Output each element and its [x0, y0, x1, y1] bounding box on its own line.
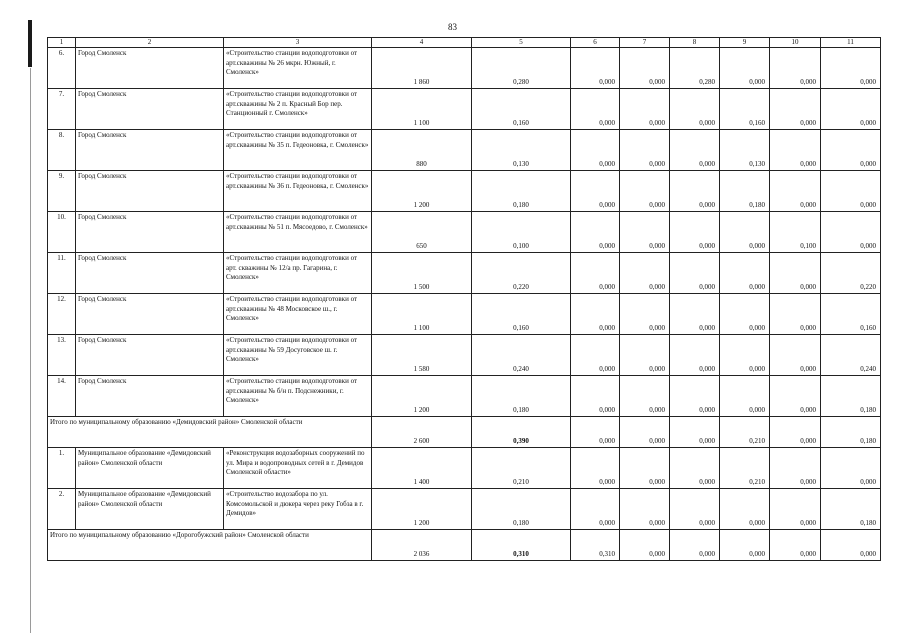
value-cell: 0,000	[821, 48, 881, 89]
value-cell: 1 200	[372, 489, 472, 530]
value-cell: 0,100	[472, 212, 571, 253]
value-cell: 1 400	[372, 448, 472, 489]
row-number: 14.	[48, 376, 76, 417]
table-row	[48, 212, 881, 253]
row-number: 6.	[48, 48, 76, 89]
value-cell: 0,000	[670, 376, 720, 417]
value-cell: 0,000	[620, 417, 670, 448]
project-cell: «Строительство станции водоподготовки от арт.скважины № 48 Московское ш., г. Смоленск»	[224, 294, 372, 335]
value-cell: 1 100	[372, 89, 472, 130]
value-cell: 0,160	[821, 294, 881, 335]
value-cell: 0,000	[571, 489, 620, 530]
value-cell: 0,000	[571, 171, 620, 212]
municipality-cell: Город Смоленск	[76, 130, 224, 171]
table-row	[48, 253, 881, 294]
value-cell: 0,000	[720, 335, 770, 376]
column-number: 2	[76, 38, 224, 48]
value-cell: 0,000	[571, 376, 620, 417]
value-cell: 0,000	[670, 530, 720, 561]
row-number: 10.	[48, 212, 76, 253]
project-cell: «Строительство станции водоподготовки от арт.скважины № 36 п. Гедеоновка, г. Смоленск»	[224, 171, 372, 212]
value-cell: 0,000	[720, 489, 770, 530]
value-cell: 0,000	[620, 212, 670, 253]
value-cell: 0,000	[770, 417, 821, 448]
value-cell: 0,100	[770, 212, 821, 253]
project-cell: «Реконструкция водозаборных сооружений по ул. Мира и водопроводных сетей в г. Демидов Смоленской области»	[224, 448, 372, 489]
row-number: 8.	[48, 130, 76, 171]
municipality-cell: Город Смоленск	[76, 171, 224, 212]
municipality-cell: Муниципальное образование «Демидовский район» Смоленской области	[76, 448, 224, 489]
project-cell: «Строительство водозабора по ул. Комсомольской и дюкера через реку Гобза в г. Демидов»	[224, 489, 372, 530]
column-number: 6	[571, 38, 620, 48]
row-number: 2.	[48, 489, 76, 530]
value-cell: 0,130	[472, 130, 571, 171]
value-cell: 1 100	[372, 294, 472, 335]
column-number-row	[48, 38, 881, 48]
value-cell: 0,000	[670, 489, 720, 530]
value-cell: 0,160	[472, 89, 571, 130]
value-cell: 0,000	[571, 130, 620, 171]
value-cell: 0,180	[720, 171, 770, 212]
row-number: 9.	[48, 171, 76, 212]
value-cell: 650	[372, 212, 472, 253]
value-cell: 1 860	[372, 48, 472, 89]
value-cell: 0,000	[770, 253, 821, 294]
value-cell: 0,210	[472, 448, 571, 489]
value-cell: 0,000	[670, 171, 720, 212]
value-cell: 0,000	[720, 212, 770, 253]
value-cell: 0,000	[670, 89, 720, 130]
value-cell: 0,000	[620, 130, 670, 171]
column-number: 8	[670, 38, 720, 48]
value-cell: 1 200	[372, 376, 472, 417]
value-cell: 0,000	[821, 171, 881, 212]
column-number: 10	[770, 38, 821, 48]
value-cell: 0,000	[620, 530, 670, 561]
value-cell: 0,000	[620, 376, 670, 417]
page-number: 83	[448, 22, 457, 32]
value-cell: 0,000	[770, 171, 821, 212]
municipality-cell: Город Смоленск	[76, 48, 224, 89]
municipality-cell: Город Смоленск	[76, 89, 224, 130]
value-cell: 0,000	[571, 335, 620, 376]
value-cell: 0,000	[720, 376, 770, 417]
total-label: Итого по муниципальному образованию «Дорогобужский район» Смоленской области	[48, 530, 372, 561]
column-number: 9	[720, 38, 770, 48]
project-cell: «Строительство станции водоподготовки от арт. скважины № 12/а пр. Гагарина, г. Смоленск»	[224, 253, 372, 294]
value-cell: 0,000	[620, 171, 670, 212]
value-cell: 0,000	[620, 253, 670, 294]
project-cell: «Строительство станции водоподготовки от арт.скважины № б/н п. Подснежники, г. Смоленск»	[224, 376, 372, 417]
value-cell: 0,000	[670, 294, 720, 335]
value-cell: 0,310	[571, 530, 620, 561]
value-cell: 0,220	[821, 253, 881, 294]
value-cell: 0,000	[720, 253, 770, 294]
project-cell: «Строительство станции водоподготовки от арт.скважины № 51 п. Мясоедово, г. Смоленск»	[224, 212, 372, 253]
column-number: 5	[472, 38, 571, 48]
total-row	[48, 417, 881, 448]
value-cell: 0,000	[821, 130, 881, 171]
data-table	[47, 37, 881, 561]
value-cell: 0,000	[670, 448, 720, 489]
municipality-cell: Город Смоленск	[76, 376, 224, 417]
value-cell: 0,000	[571, 294, 620, 335]
column-number: 4	[372, 38, 472, 48]
margin-line	[30, 68, 31, 633]
column-number: 1	[48, 38, 76, 48]
value-cell: 0,180	[821, 376, 881, 417]
value-cell: 0,000	[571, 212, 620, 253]
value-cell: 0,000	[821, 212, 881, 253]
value-cell: 1 200	[372, 171, 472, 212]
municipality-cell: Муниципальное образование «Демидовский район» Смоленской области	[76, 489, 224, 530]
municipality-cell: Город Смоленск	[76, 335, 224, 376]
value-cell: 0,000	[770, 530, 821, 561]
table-row	[48, 171, 881, 212]
value-cell: 0,000	[571, 48, 620, 89]
value-cell: 0,180	[472, 376, 571, 417]
value-cell: 0,000	[770, 130, 821, 171]
total-label: Итого по муниципальному образованию «Демидовский район» Смоленской области	[48, 417, 372, 448]
value-cell: 0,000	[720, 530, 770, 561]
value-cell: 0,180	[821, 417, 881, 448]
municipality-cell: Город Смоленск	[76, 212, 224, 253]
value-cell: 0,180	[821, 489, 881, 530]
value-cell: 0,000	[571, 89, 620, 130]
value-cell: 0,000	[720, 294, 770, 335]
value-cell: 1 500	[372, 253, 472, 294]
value-cell: 0,240	[472, 335, 571, 376]
value-cell: 0,000	[620, 48, 670, 89]
value-cell: 0,180	[472, 489, 571, 530]
project-cell: «Строительство станции водоподготовки от арт.скважины № 59 Досуговское ш. г. Смоленск»	[224, 335, 372, 376]
table-row	[48, 335, 881, 376]
table-row	[48, 48, 881, 89]
value-cell: 0,000	[620, 489, 670, 530]
row-number: 7.	[48, 89, 76, 130]
table-row	[48, 376, 881, 417]
table-row	[48, 89, 881, 130]
column-number: 7	[620, 38, 670, 48]
project-cell: «Строительство станции водоподготовки от арт.скважины № 2 п. Красный Бор пер. Станционный г. Смоленск»	[224, 89, 372, 130]
value-cell: 0,000	[670, 417, 720, 448]
value-cell: 0,210	[720, 448, 770, 489]
value-cell: 0,240	[821, 335, 881, 376]
value-cell: 0,000	[770, 335, 821, 376]
value-cell: 0,280	[472, 48, 571, 89]
value-cell: 0,310	[472, 530, 571, 561]
value-cell: 0,000	[770, 89, 821, 130]
value-cell: 0,000	[720, 48, 770, 89]
value-cell: 0,210	[720, 417, 770, 448]
value-cell: 0,000	[670, 253, 720, 294]
total-row	[48, 530, 881, 561]
value-cell: 0,000	[770, 294, 821, 335]
row-number: 1.	[48, 448, 76, 489]
value-cell: 0,130	[720, 130, 770, 171]
value-cell: 0,000	[821, 530, 881, 561]
value-cell: 2 036	[372, 530, 472, 561]
column-number: 3	[224, 38, 372, 48]
value-cell: 0,000	[821, 89, 881, 130]
project-cell: «Строительство станции водоподготовки от арт.скважины № 26 мкрн. Южный, г. Смоленск»	[224, 48, 372, 89]
value-cell: 0,000	[670, 335, 720, 376]
column-number: 11	[821, 38, 881, 48]
value-cell: 880	[372, 130, 472, 171]
value-cell: 0,000	[770, 48, 821, 89]
value-cell: 0,000	[770, 376, 821, 417]
table-row	[48, 489, 881, 530]
value-cell: 1 580	[372, 335, 472, 376]
value-cell: 0,280	[670, 48, 720, 89]
value-cell: 0,000	[620, 294, 670, 335]
value-cell: 0,180	[472, 171, 571, 212]
value-cell: 0,000	[571, 448, 620, 489]
value-cell: 0,220	[472, 253, 571, 294]
project-cell: «Строительство станции водоподготовки от арт.скважины № 35 п. Гедеоновка, г. Смоленск»	[224, 130, 372, 171]
value-cell: 0,000	[670, 212, 720, 253]
row-number: 12.	[48, 294, 76, 335]
value-cell: 0,000	[770, 448, 821, 489]
value-cell: 0,000	[821, 448, 881, 489]
value-cell: 0,000	[620, 448, 670, 489]
value-cell: 0,160	[720, 89, 770, 130]
value-cell: 0,000	[620, 89, 670, 130]
value-cell: 0,000	[670, 130, 720, 171]
value-cell: 0,000	[770, 489, 821, 530]
row-number: 13.	[48, 335, 76, 376]
value-cell: 0,390	[472, 417, 571, 448]
row-number: 11.	[48, 253, 76, 294]
value-cell: 2 600	[372, 417, 472, 448]
value-cell: 0,000	[571, 253, 620, 294]
value-cell: 0,000	[620, 335, 670, 376]
table-row	[48, 294, 881, 335]
value-cell: 0,000	[571, 417, 620, 448]
table-row	[48, 130, 881, 171]
table-row	[48, 448, 881, 489]
municipality-cell: Город Смоленск	[76, 294, 224, 335]
value-cell: 0,160	[472, 294, 571, 335]
municipality-cell: Город Смоленск	[76, 253, 224, 294]
